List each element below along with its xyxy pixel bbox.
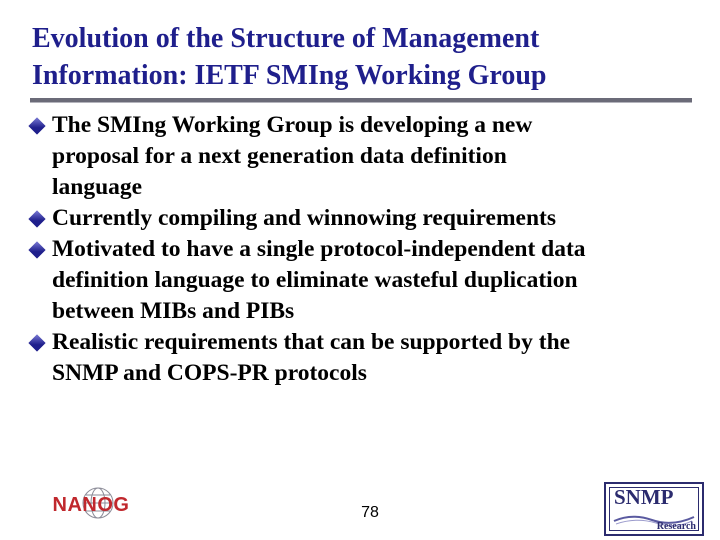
snmp-logo-subtext: Research [656, 521, 696, 532]
snmp-logo-text: SNMP [614, 485, 674, 509]
page-number: 78 [361, 504, 379, 521]
bullet-item [28, 110, 698, 203]
bullet-line: Motivated to have a single protocol-independent data [52, 236, 586, 262]
nanog-logo-text: NANOG [52, 494, 130, 516]
bullet-line: Realistic requirements that can be supported by the [52, 329, 571, 355]
slide-title [32, 20, 692, 94]
snmp-research-logo [604, 482, 704, 536]
bullet-line: language [52, 174, 143, 200]
slide-title-line-1: Evolution of the Structure of Management [32, 23, 540, 54]
bullet-line: proposal for a next generation data definition [52, 143, 507, 169]
bullet-item [28, 203, 698, 234]
bullet-line: SNMP and COPS-PR protocols [52, 360, 367, 386]
bullet-line: definition language to eliminate wasteful duplication [52, 267, 578, 293]
diamond-bullet-icon [29, 211, 46, 228]
slide-title-line-2: Information: IETF SMIng Working Group [32, 60, 547, 91]
title-divider [30, 98, 692, 103]
diamond-bullet-icon [29, 242, 46, 259]
bullet-item [28, 327, 698, 389]
bullet-line: between MIBs and PIBs [52, 298, 295, 324]
bullet-line: The SMIng Working Group is developing a new [52, 112, 533, 138]
bullet-item [28, 234, 698, 327]
bullet-line: Currently compiling and winnowing requirements [52, 205, 556, 231]
diamond-bullet-icon [29, 335, 46, 352]
nanog-logo [40, 483, 142, 523]
diamond-bullet-icon [29, 118, 46, 135]
bullet-list [28, 110, 698, 389]
